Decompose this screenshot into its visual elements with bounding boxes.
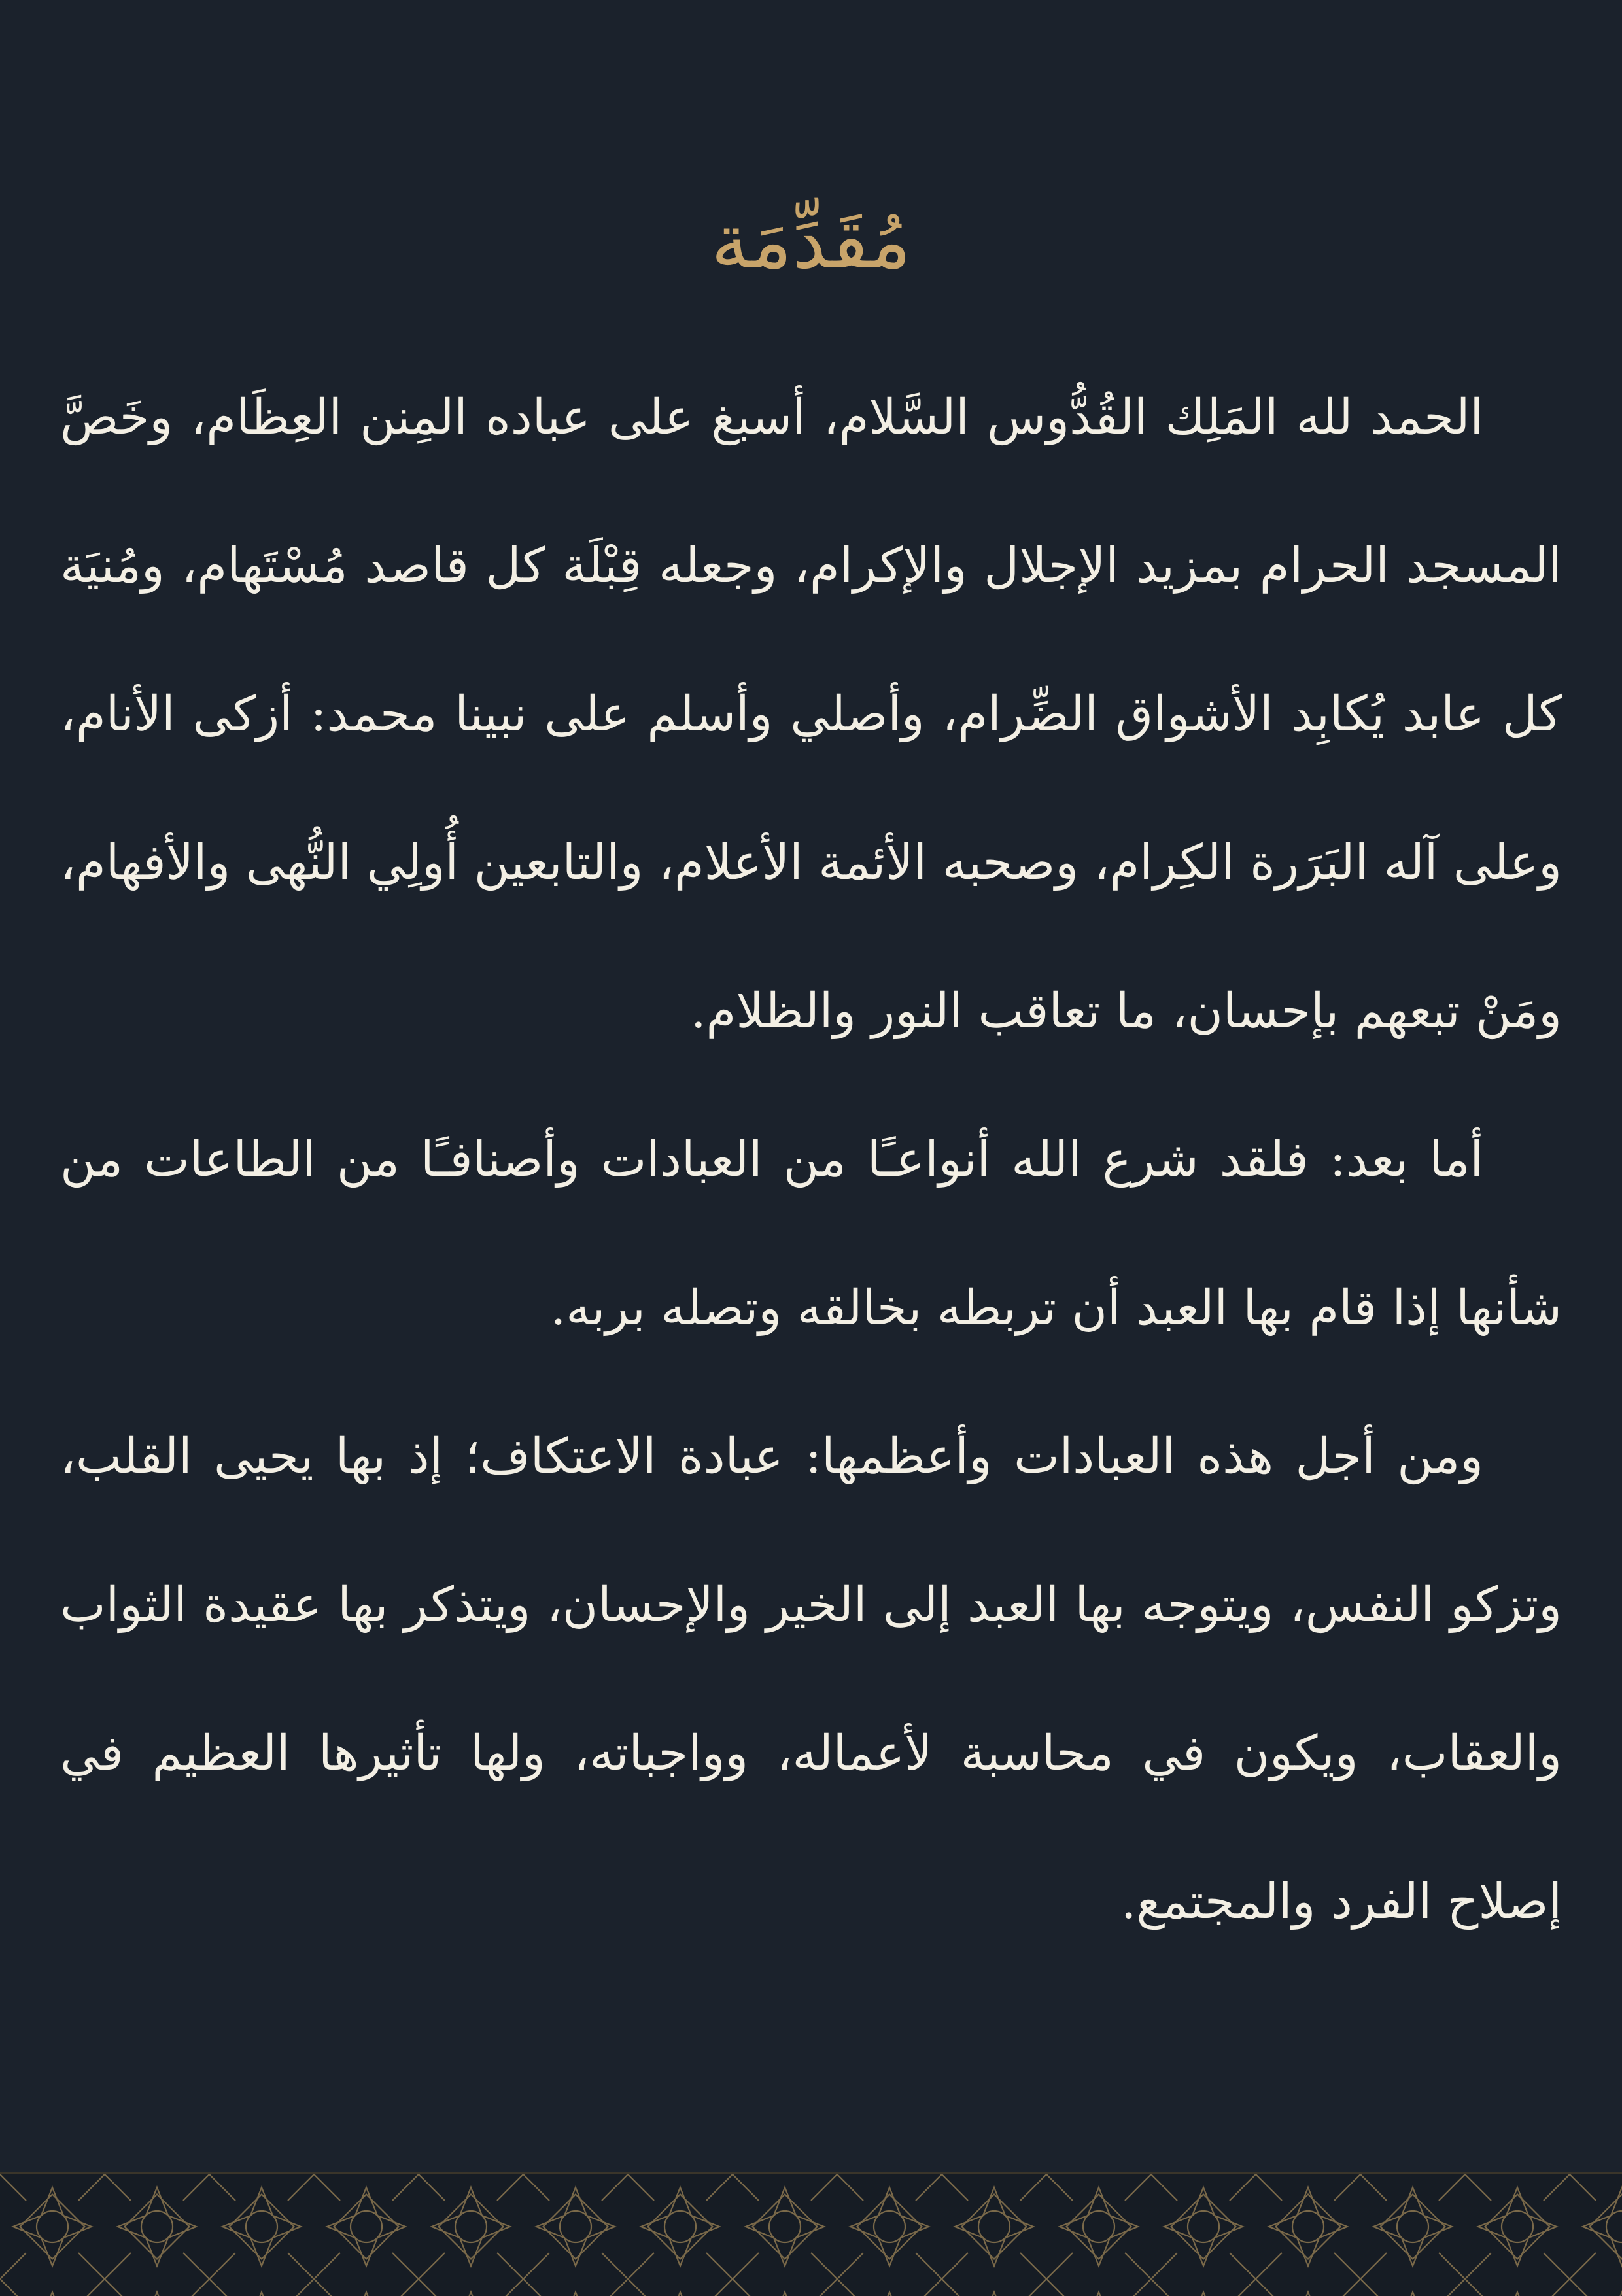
body-text	[60, 343, 1562, 1976]
paragraph-itikaf: ومن أجل هذه العبادات وأعظمها: عبادة الاعتكاف؛ إذ بها يحيى القلب، وتزكو النفس، ويتوجه بها العبد إلى الخير والإحسان، ويتذكر بها عقيدة الثواب والعقاب، ويكون في محاسبة لأعماله، وواجباته، ولها تأثيرها العظيم في إصلاح الفرد والمجتمع.	[60, 1428, 1562, 1930]
paragraph-praise: الحمد لله المَلِك القُدُّوس السَّلام، أسبغ على عباده المِنن العِظَام، وخَصَّ المسجد الحرام بمزيد الإجلال والإكرام، وجعله قِبْلَة كل قاصد مُسْتَهام، ومُنيَة كل عابد يُكابِد الأشواق الضِّرام، وأصلي وأسلم على نبينا محمد: أزكى الأنام، وعلى آله البَرَرة الكِرام، وصحبه الأئمة الأعلام، والتابعين أُولِي النُّهى والأفهام، ومَنْ تبعهم بإحسان، ما تعاقب النور والظلام.	[60, 389, 1562, 1039]
page-title: مُقَدِّمَة	[710, 197, 912, 286]
footer-ornament-band	[0, 2172, 1622, 2296]
paragraph-after-praise: أما بعد: فلقد شرع الله أنواعـًا من العبادات وأصنافـًا من الطاعات من شأنها إذا قام بها العبد أن تربطه بخالقه وتصله بربه.	[60, 1131, 1562, 1336]
geometric-pattern-icon	[0, 2174, 1622, 2296]
